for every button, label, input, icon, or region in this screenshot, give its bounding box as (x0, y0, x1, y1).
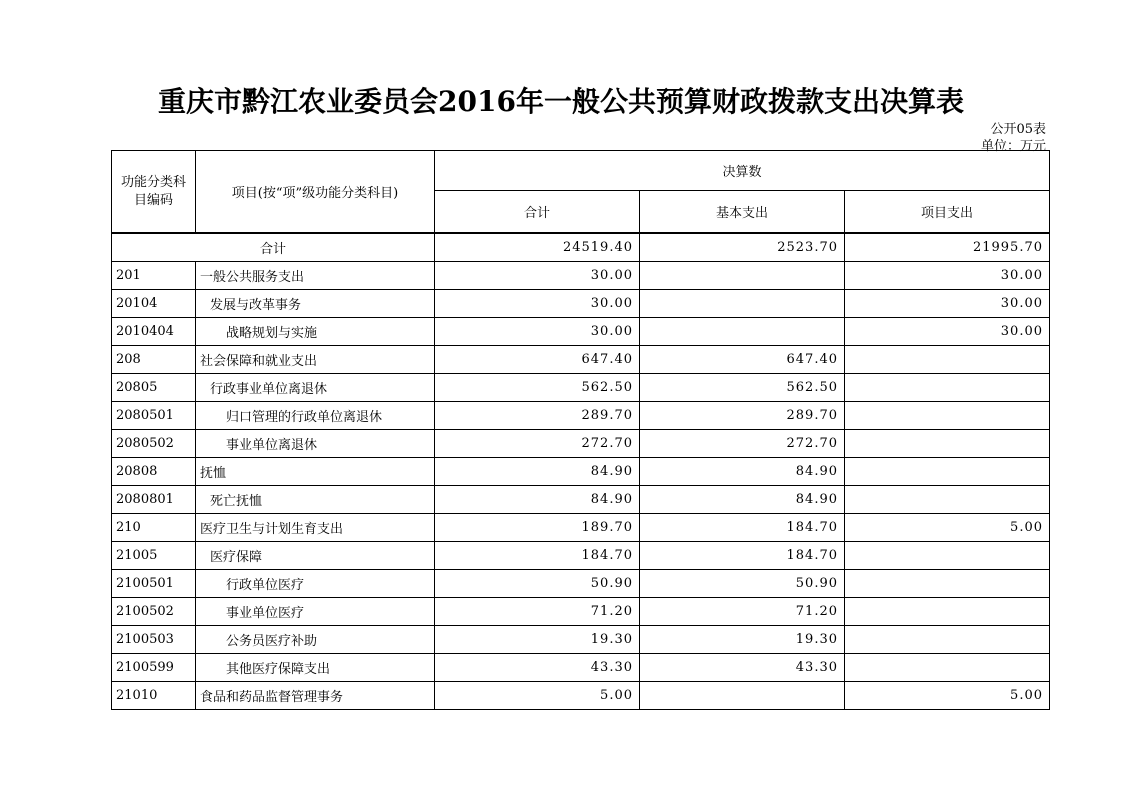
total-total: 24519.40 (435, 233, 640, 262)
row-code: 21005 (112, 542, 196, 570)
total-project: 21995.70 (845, 233, 1050, 262)
row-basic: 84.90 (640, 486, 845, 514)
row-total: 30.00 (435, 290, 640, 318)
table-row (112, 346, 1050, 374)
row-project (845, 486, 1050, 514)
row-basic: 272.70 (640, 430, 845, 458)
table-row (112, 458, 1050, 486)
row-total: 30.00 (435, 318, 640, 346)
row-code: 2100501 (112, 570, 196, 598)
row-total: 289.70 (435, 402, 640, 430)
row-name: 一般公共服务支出 (196, 262, 435, 290)
row-project (845, 598, 1050, 626)
row-project: 5.00 (845, 514, 1050, 542)
row-code: 2100599 (112, 654, 196, 682)
row-total: 19.30 (435, 626, 640, 654)
row-code: 2080801 (112, 486, 196, 514)
row-code: 20808 (112, 458, 196, 486)
row-total: 647.40 (435, 346, 640, 374)
row-project (845, 374, 1050, 402)
row-basic (640, 262, 845, 290)
row-project: 30.00 (845, 290, 1050, 318)
row-code: 2080502 (112, 430, 196, 458)
row-name: 行政事业单位离退休 (196, 374, 435, 402)
row-name: 其他医疗保障支出 (196, 654, 435, 682)
row-name: 死亡抚恤 (196, 486, 435, 514)
budget-table (111, 150, 1050, 710)
row-project (845, 626, 1050, 654)
row-total: 30.00 (435, 262, 640, 290)
row-basic (640, 318, 845, 346)
table-row (112, 262, 1050, 290)
row-code: 2100502 (112, 598, 196, 626)
row-basic: 647.40 (640, 346, 845, 374)
table-row (112, 542, 1050, 570)
row-project: 30.00 (845, 262, 1050, 290)
row-code: 20104 (112, 290, 196, 318)
table-row (112, 682, 1050, 710)
row-basic: 84.90 (640, 458, 845, 486)
form-number: 公开05表 (990, 122, 1046, 137)
row-name: 发展与改革事务 (196, 290, 435, 318)
row-name: 事业单位离退休 (196, 430, 435, 458)
table-row (112, 570, 1050, 598)
row-name: 归口管理的行政单位离退休 (196, 402, 435, 430)
total-row (112, 233, 1050, 262)
header-group: 决算数 (435, 151, 1050, 191)
row-project (845, 654, 1050, 682)
row-code: 2010404 (112, 318, 196, 346)
row-total: 272.70 (435, 430, 640, 458)
row-name: 公务员医疗补助 (196, 626, 435, 654)
row-code: 210 (112, 514, 196, 542)
row-project (845, 570, 1050, 598)
table-row (112, 290, 1050, 318)
row-basic: 184.70 (640, 542, 845, 570)
row-name: 医疗保障 (196, 542, 435, 570)
table-row (112, 318, 1050, 346)
row-total: 84.90 (435, 458, 640, 486)
header-basic: 基本支出 (640, 191, 845, 234)
unit-label: 单位：万元 (980, 139, 1046, 154)
row-code: 2100503 (112, 626, 196, 654)
row-basic: 184.70 (640, 514, 845, 542)
row-basic: 50.90 (640, 570, 845, 598)
row-total: 71.20 (435, 598, 640, 626)
row-total: 84.90 (435, 486, 640, 514)
row-project (845, 458, 1050, 486)
row-name: 食品和药品监督管理事务 (196, 682, 435, 710)
total-basic: 2523.70 (640, 233, 845, 262)
row-name: 行政单位医疗 (196, 570, 435, 598)
table-row (112, 598, 1050, 626)
row-name: 社会保障和就业支出 (196, 346, 435, 374)
row-code: 2080501 (112, 402, 196, 430)
table-row (112, 430, 1050, 458)
row-basic: 43.30 (640, 654, 845, 682)
table-row (112, 514, 1050, 542)
row-code: 20805 (112, 374, 196, 402)
table-row (112, 486, 1050, 514)
row-total: 184.70 (435, 542, 640, 570)
row-basic: 289.70 (640, 402, 845, 430)
header-project: 项目支出 (845, 191, 1050, 234)
row-total: 43.30 (435, 654, 640, 682)
row-code: 201 (112, 262, 196, 290)
row-name: 医疗卫生与计划生育支出 (196, 514, 435, 542)
row-project (845, 402, 1050, 430)
row-project (845, 346, 1050, 374)
row-total: 5.00 (435, 682, 640, 710)
row-name: 事业单位医疗 (196, 598, 435, 626)
total-label: 合计 (112, 233, 435, 262)
row-project (845, 430, 1050, 458)
row-total: 189.70 (435, 514, 640, 542)
row-code: 21010 (112, 682, 196, 710)
table-row (112, 374, 1050, 402)
row-name: 抚恤 (196, 458, 435, 486)
page-title: 重庆市黔江农业委员会2016年一般公共预算财政拨款支出决算表 (158, 85, 964, 118)
row-project: 5.00 (845, 682, 1050, 710)
row-total: 562.50 (435, 374, 640, 402)
row-basic (640, 290, 845, 318)
header-code: 功能分类科目编码 (112, 151, 196, 234)
header-item: 项目(按“项”级功能分类科目) (196, 151, 435, 234)
table-row (112, 626, 1050, 654)
table-row (112, 402, 1050, 430)
row-project: 30.00 (845, 318, 1050, 346)
row-basic: 71.20 (640, 598, 845, 626)
header-total: 合计 (435, 191, 640, 234)
table-row (112, 654, 1050, 682)
row-name: 战略规划与实施 (196, 318, 435, 346)
row-basic: 562.50 (640, 374, 845, 402)
row-basic (640, 682, 845, 710)
row-code: 208 (112, 346, 196, 374)
row-project (845, 542, 1050, 570)
row-basic: 19.30 (640, 626, 845, 654)
row-total: 50.90 (435, 570, 640, 598)
